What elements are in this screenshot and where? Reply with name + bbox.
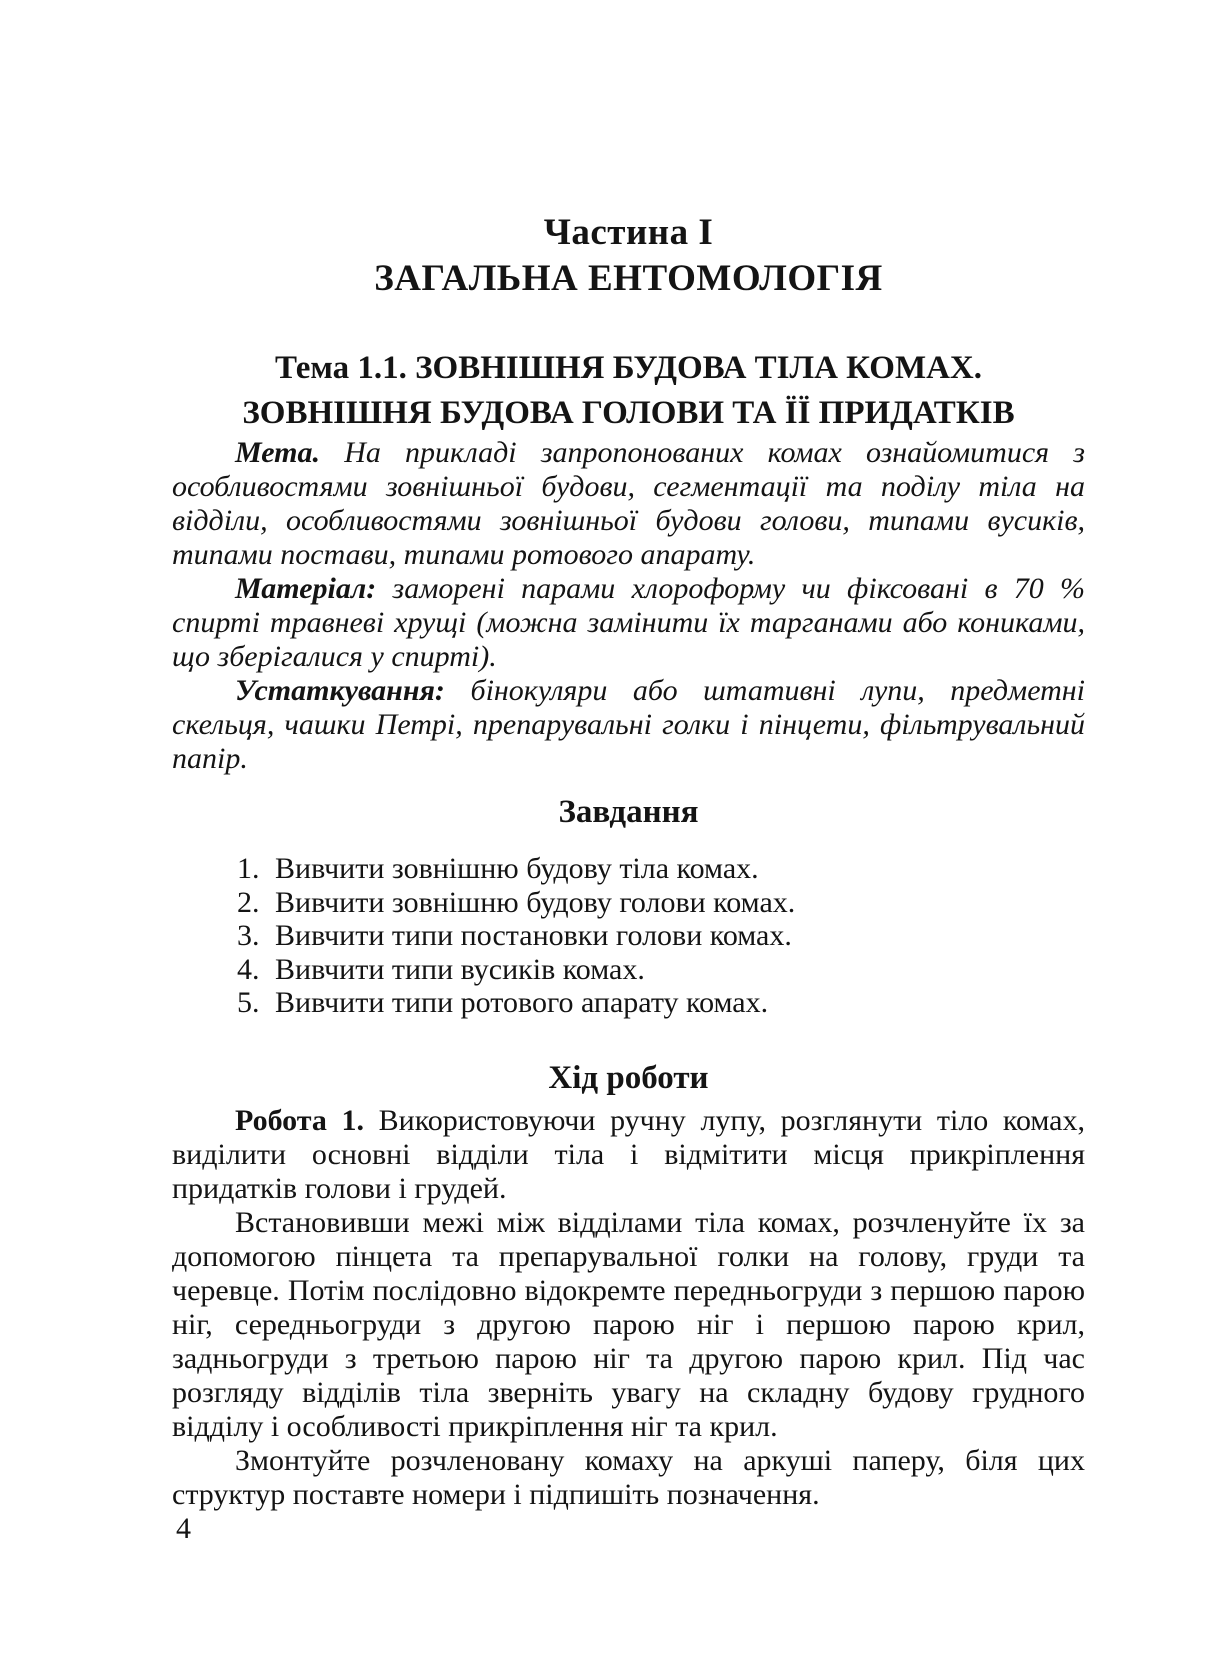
task-number: 3. <box>237 919 260 952</box>
procedure-heading: Хід роботи <box>548 1059 709 1096</box>
equipment-label: Устаткування: <box>235 674 445 707</box>
page-number: 4 <box>176 1511 191 1545</box>
equipment-paragraph <box>172 674 1085 776</box>
material-paragraph <box>172 572 1085 674</box>
task-list <box>172 852 1085 1020</box>
part-label: Частина I <box>543 212 714 253</box>
task-item <box>172 886 1085 920</box>
page-content <box>172 0 1085 1546</box>
task-item <box>172 953 1085 987</box>
work1-text: Використовуючи ручну лупу, розглянути тіло комах, виділити основні відділи тіла і відмітити місця прикріплення придатків голови і грудей. <box>172 1103 1085 1205</box>
task-number: 5. <box>237 986 260 1019</box>
task-number: 4. <box>237 952 260 986</box>
material-text: заморені парами хлороформу чи фіксовані в 70 % спирті травневі хрущі (можна замінити їх тарганами або кониками, що зберігалися у спирті). <box>172 572 1086 673</box>
task-item <box>172 919 1085 953</box>
procedure-paragraph-3: Змонтуйте розчленовану комаху на аркуші паперу, біля цих структур поставте номери і підпишіть позначення. <box>172 1443 1085 1511</box>
equipment-text: бінокуляри або штативні лупи, предметні скельця, чашки Петрі, препарувальні голки і пінцети, фільтрувальний папір. <box>172 674 1086 775</box>
task-text: Вивчити типи ротового апарату комах. <box>275 986 769 1019</box>
task-text: Вивчити зовнішню будову голови комах. <box>275 885 796 919</box>
task-text: Вивчити типи вусиків комах. <box>275 952 645 986</box>
work1-paragraph <box>172 1104 1085 1206</box>
work1-label: Робота 1. <box>235 1103 365 1137</box>
goal-label: Мета. <box>235 436 321 469</box>
task-number: 2. <box>237 885 260 919</box>
topic-heading <box>172 346 1085 436</box>
task-item <box>172 852 1085 886</box>
part-title: ЗАГАЛЬНА ЕНТОМОЛОГІЯ <box>374 258 883 299</box>
tasks-heading: Завдання <box>558 794 699 830</box>
topic-heading-line2: ЗОВНІШНЯ БУДОВА ГОЛОВИ ТА ЇЇ ПРИДАТКІВ <box>242 395 1015 431</box>
material-label: Матеріал: <box>235 572 377 605</box>
topic-heading-line1: Тема 1.1. ЗОВНІШНЯ БУДОВА ТІЛА КОМАХ. <box>274 350 983 386</box>
goal-text: На прикладі запропонованих комах ознайомитися з особливостями зовнішньої будови, сегментації та поділу тіла на відділи, особливостями зовнішньої будови голови, типами вусиків, типами постави, типами ротового апарату. <box>172 436 1085 571</box>
task-text: Вивчити зовнішню будову тіла комах. <box>275 852 759 885</box>
task-number: 1. <box>237 852 260 885</box>
goal-paragraph <box>172 436 1085 572</box>
procedure-paragraph-2: Встановивши межі між відділами тіла комах, розчленуйте їх за допомогою пінцета та препарувальної голки на голову, груди та черевце. Потім послідовно відокремте передньогруди з першою парою ніг, середньогруди з другою парою ніг і першою парою крил, задньогруди з третьою парою ніг та другою парою крил. Під час розгляду відділів тіла зверніть увагу на складну будову грудного відділу і особливості прикріплення ніг та крил. <box>172 1205 1085 1443</box>
task-text: Вивчити типи постановки голови комах. <box>275 919 792 952</box>
task-item <box>172 986 1085 1020</box>
